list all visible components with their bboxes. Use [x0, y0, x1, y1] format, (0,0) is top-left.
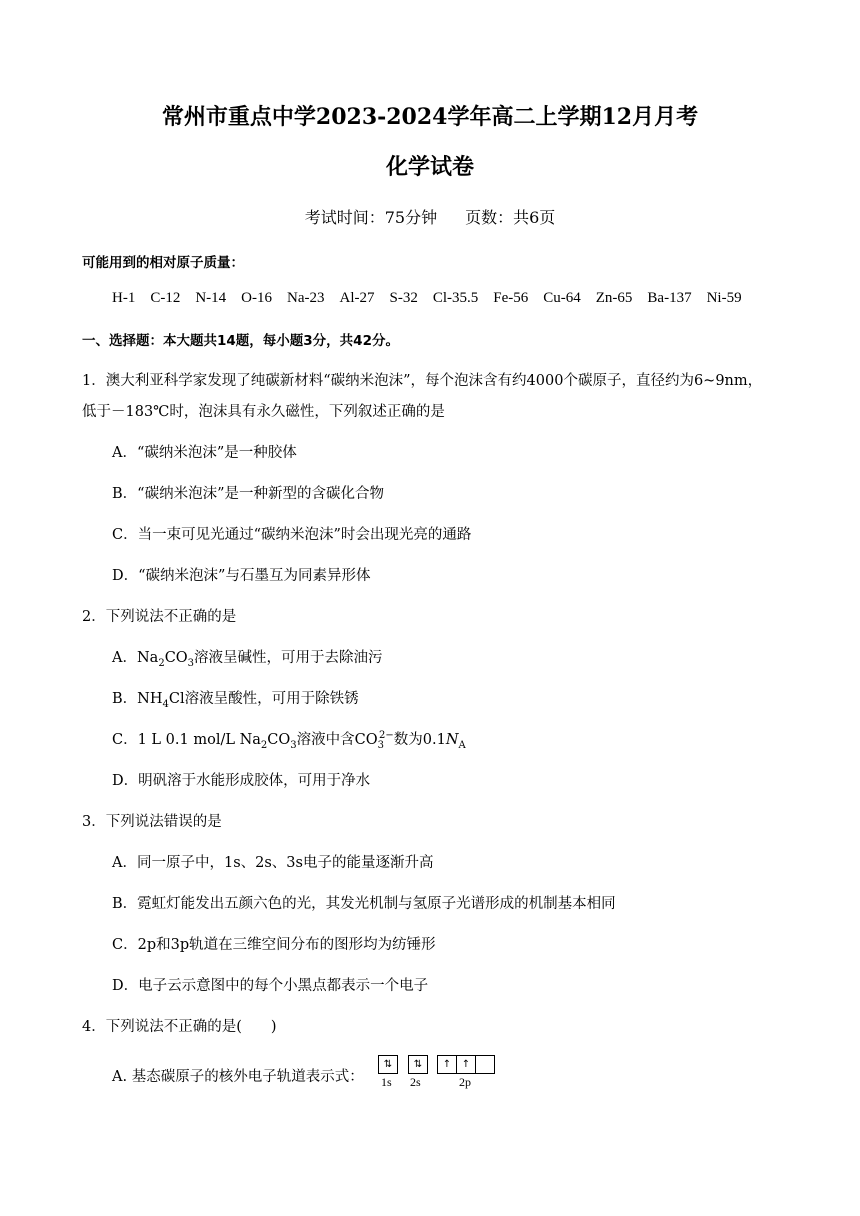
electron-up-arrow-icon: ↑	[461, 1059, 471, 1070]
atomic-mass-label: 可能用到的相对原子质量：	[82, 255, 244, 271]
question-2-option-a: A．$Na_2CO_3$溶液呈碱性，可用于去除油污	[112, 650, 383, 669]
section-heading: 一、选择题：本大题共14题，每小题3分，共42分。	[82, 333, 399, 349]
atomic-mass-item: Ba-137	[647, 290, 692, 306]
question-3-option-b: B．霓虹灯能发出五颜六色的光，其发光机制与氢原子光谱形成的机制基本相同	[112, 896, 616, 912]
question-1-line-1: 1．澳大利亚科学家发现了纯碳新材料“碳纳米泡沫”，每个泡沫含有约4000个碳原子，直径约为6~9nm，	[82, 373, 763, 389]
question-3-option-d: D．电子云示意图中的每个小黑点都表示一个电子	[112, 978, 429, 994]
orbital-label-2p: 2p	[459, 1075, 471, 1089]
question-2-stem: 2．下列说法不正确的是	[82, 609, 237, 625]
orbital-box-2s	[408, 1055, 428, 1074]
atomic-mass-item: Cu-64	[543, 290, 581, 306]
question-2-option-d: D．明矾溶于水能形成胶体，可用于净水	[112, 773, 371, 789]
page-count: 页数：共6页	[465, 208, 556, 227]
question-2-option-b: B．$NH_4Cl$溶液呈酸性，可用于除铁锈	[112, 691, 359, 710]
orbital-box-1s	[378, 1055, 398, 1074]
question-3-option-c: C．2p和3p轨道在三维空间分布的图形均为纺锤形	[112, 937, 436, 953]
orbital-label-1s: 1s	[381, 1075, 392, 1089]
exam-meta	[0, 205, 860, 228]
atomic-mass-item: Ni-59	[706, 290, 742, 306]
question-3-option-a: A．同一原子中，1s、2s、3s电子的能量逐渐升高	[112, 855, 434, 871]
exam-time: 考试时间：75分钟	[304, 208, 438, 227]
atomic-mass-item: O-16	[241, 290, 272, 306]
question-1-option-c: C．当一束可见光通过“碳纳米泡沫”时会出现光亮的通路	[112, 527, 472, 543]
question-3-stem: 3．下列说法错误的是	[82, 814, 222, 830]
question-1-option-b: B．“碳纳米泡沫”是一种新型的含碳化合物	[112, 486, 384, 502]
orbital-label-2s: 2s	[410, 1075, 421, 1089]
empty-orbital	[476, 1056, 494, 1073]
atomic-mass-item: Fe-56	[493, 290, 529, 306]
atomic-mass-item: Zn-65	[595, 290, 633, 306]
question-1-line-2: 低于－183℃时，泡沫具有永久磁性，下列叙述正确的是	[82, 404, 445, 420]
question-2-option-c: C．1 L 0.1 mol/L $Na_2CO_3$溶液中含$CO_3^{2-}$数为$0.1N_A$	[112, 730, 466, 751]
atomic-mass-item: S-32	[389, 290, 418, 306]
orbital-box-2p	[437, 1055, 495, 1074]
atomic-mass-item: C-12	[150, 290, 181, 306]
electron-up-arrow-icon: ↑	[442, 1059, 452, 1070]
question-4-stem: 4．下列说法不正确的是( )	[82, 1019, 277, 1035]
question-1-option-d: D．“碳纳米泡沫”与石墨互为同素异形体	[112, 568, 371, 584]
atomic-mass-item: Na-23	[286, 290, 325, 306]
atomic-mass-item: N-14	[195, 290, 227, 306]
electron-pair-arrows-icon: ⇅	[413, 1059, 423, 1070]
question-1-option-a: A．“碳纳米泡沫”是一种胶体	[112, 445, 297, 461]
electron-pair-arrows-icon: ⇅	[383, 1059, 393, 1070]
exam-title: 常州市重点中学2023-2024学年高二上学期12月月考	[161, 104, 699, 130]
atomic-mass-list	[112, 290, 757, 307]
question-4-option-a: A. 基态碳原子的核外电子轨道表示式：	[112, 1069, 364, 1085]
subject-title: 化学试卷	[385, 154, 474, 180]
atomic-mass-item: Cl-35.5	[432, 290, 479, 306]
atomic-mass-item: H-1	[112, 290, 136, 306]
atomic-mass-item: Al-27	[339, 290, 375, 306]
